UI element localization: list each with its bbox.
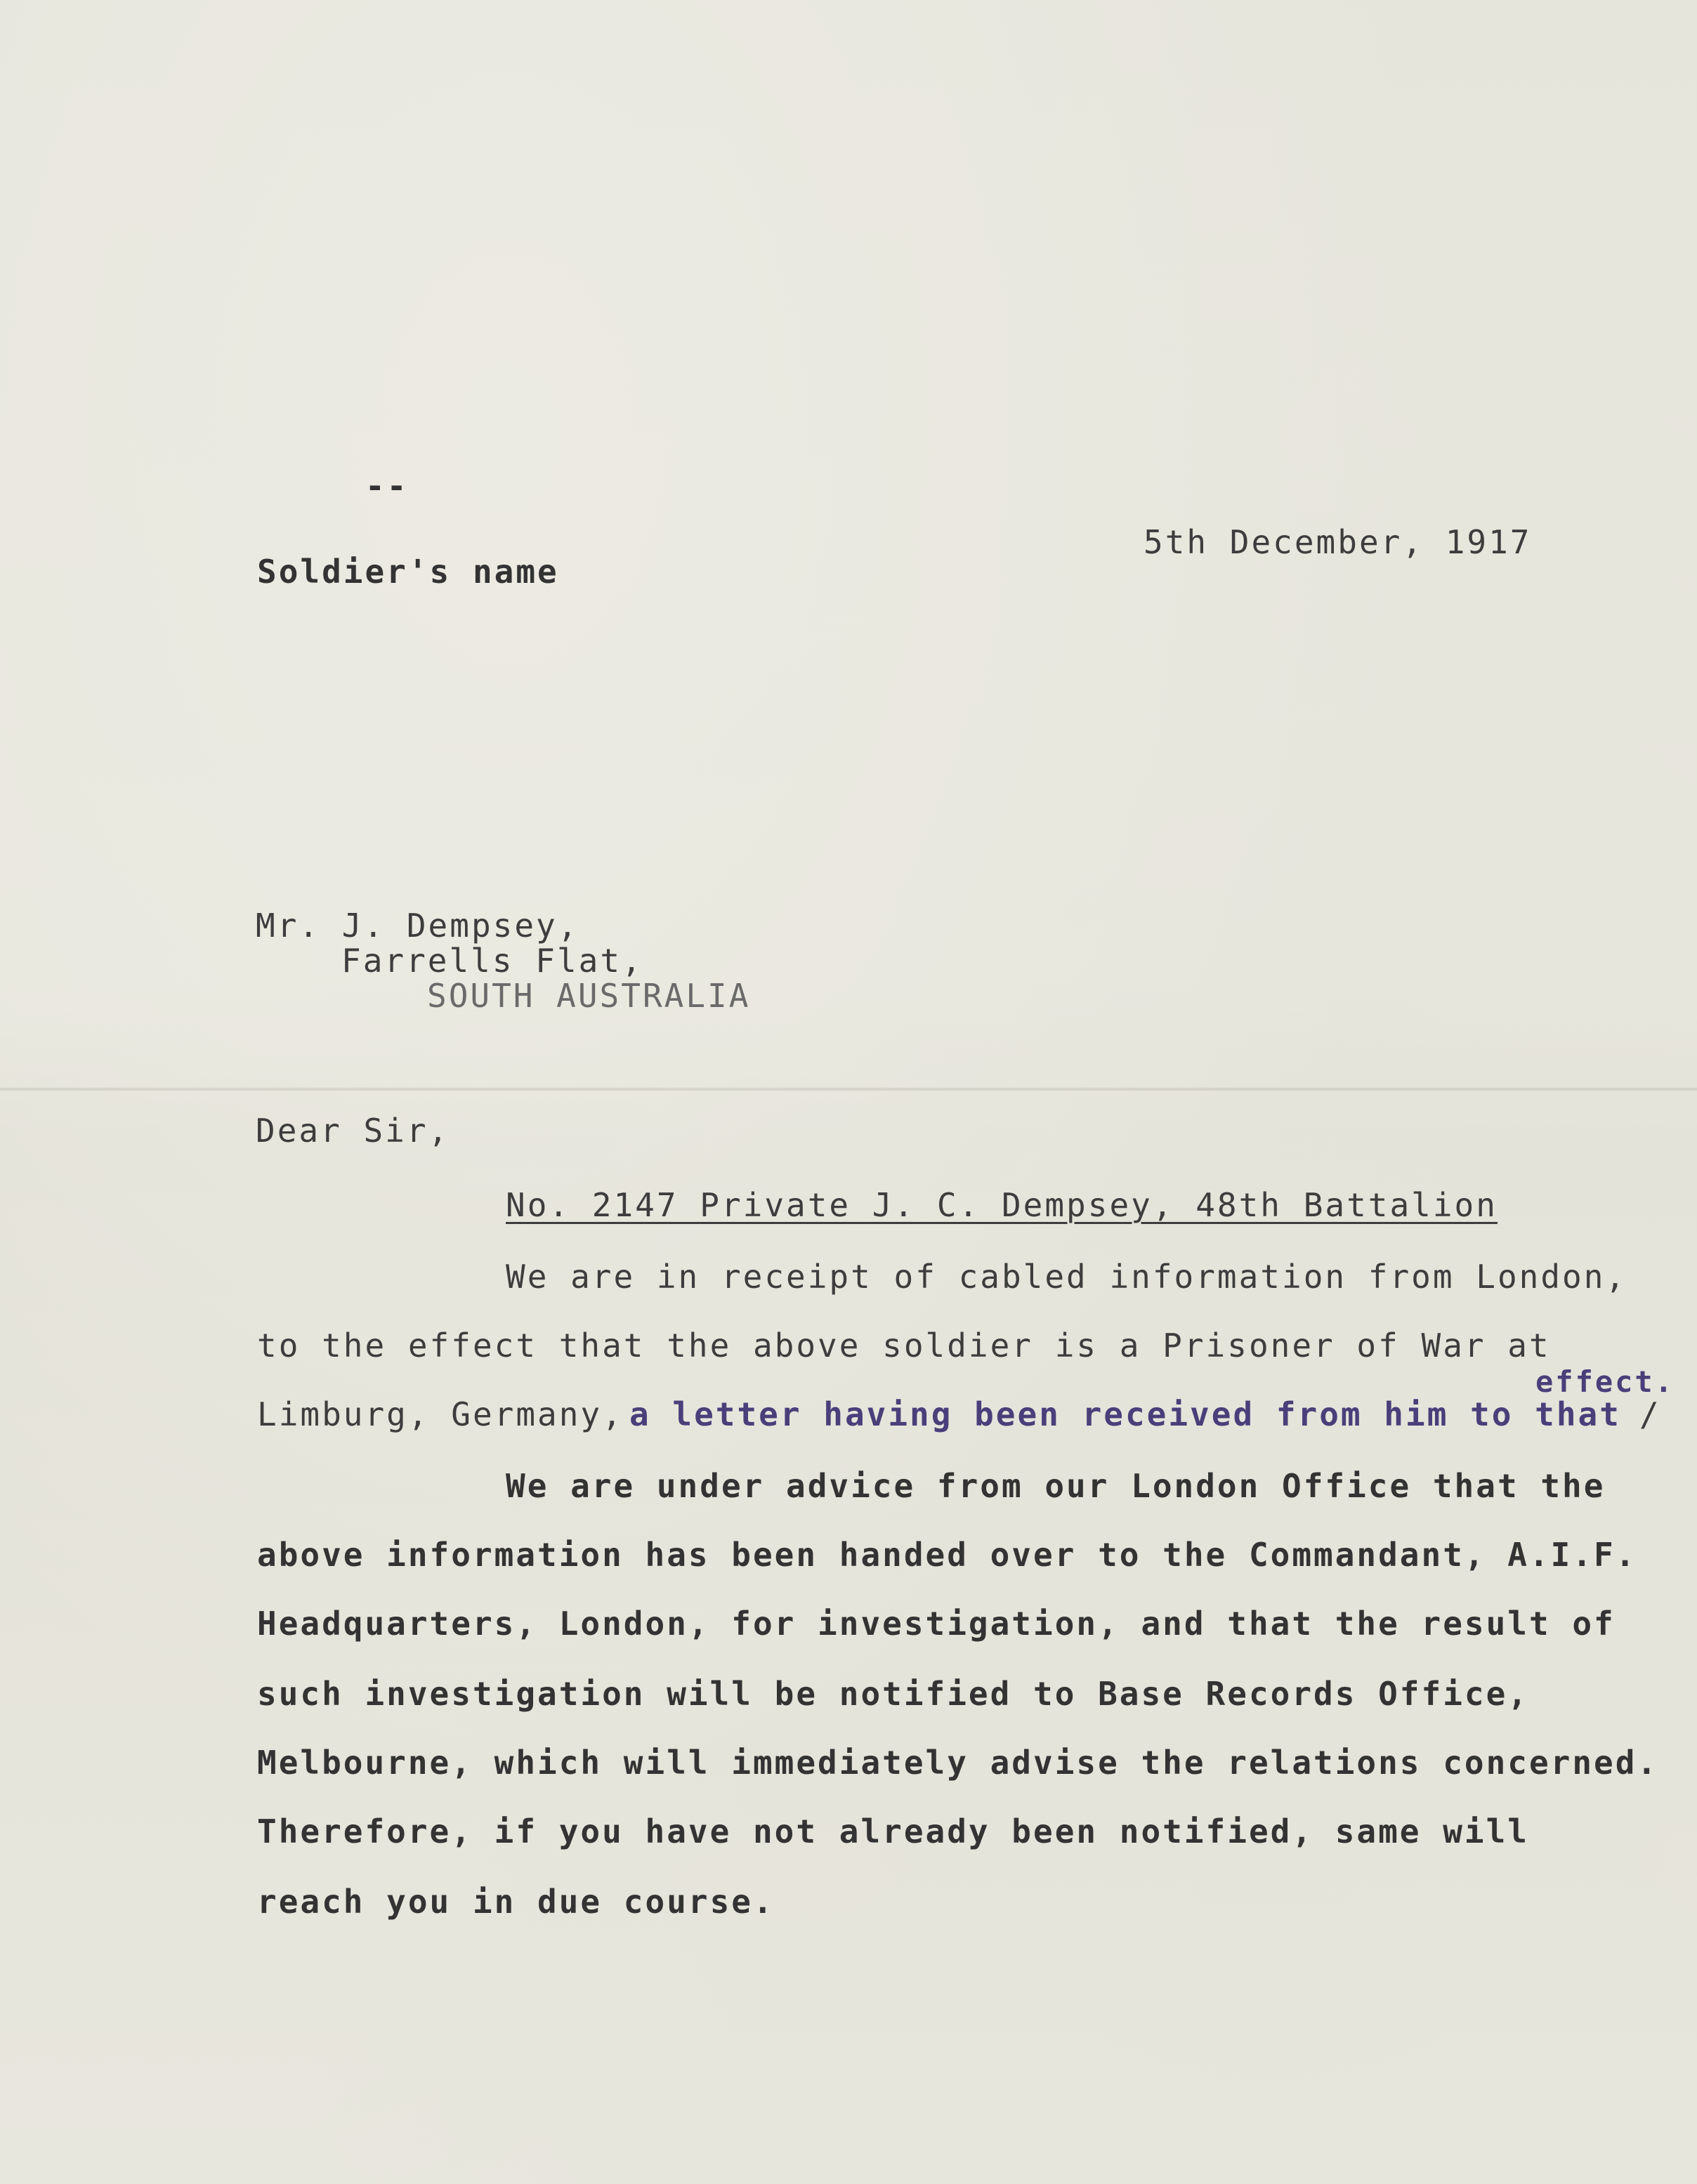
handwritten-insertion: effect. [1535,1364,1675,1399]
body-p2-line-1: We are under advice from our London Office that the [506,1467,1606,1505]
body-p2-line-4: such investigation will be notified to Base Records Office, [257,1675,1529,1713]
address-line-1: Mr. J. Dempsey, [256,907,579,945]
body-p1-line-1: We are in receipt of cabled information from London, [506,1258,1627,1296]
insertion-slash: / [1639,1395,1661,1433]
address-line-3: SOUTH AUSTRALIA [427,977,751,1015]
paper-fold [0,1087,1697,1091]
body-p2-line-3: Headquarters, London, for investigation, and that the result of [257,1605,1616,1643]
reference-mark: -- [365,467,409,505]
body-p2-line-7: reach you in due course. [257,1883,775,1921]
body-p2-line-6: Therefore, if you have not already been notified, same will [257,1813,1529,1850]
body-p2-line-2: above information has been handed over to the Commandant, A.I.F. [257,1536,1637,1574]
body-p2-line-5: Melbourne, which will immediately advise the relations concerned. [257,1744,1659,1782]
body-p1-line-2: to the effect that the above soldier is a Prisoner of War at [257,1327,1551,1364]
letter-date: 5th December, 1917 [1144,523,1532,561]
soldier-name-label: Soldier's name [257,553,559,591]
subject-line: No. 2147 Private J. C. Dempsey, 48th Battalion [506,1186,1498,1224]
address-line-2: Farrells Flat, [341,942,643,980]
body-p1-line-3b: a letter having been received from him to that [629,1395,1621,1433]
salutation: Dear Sir, [256,1112,450,1150]
body-p1-line-3a: Limburg, Germany, [257,1395,624,1433]
